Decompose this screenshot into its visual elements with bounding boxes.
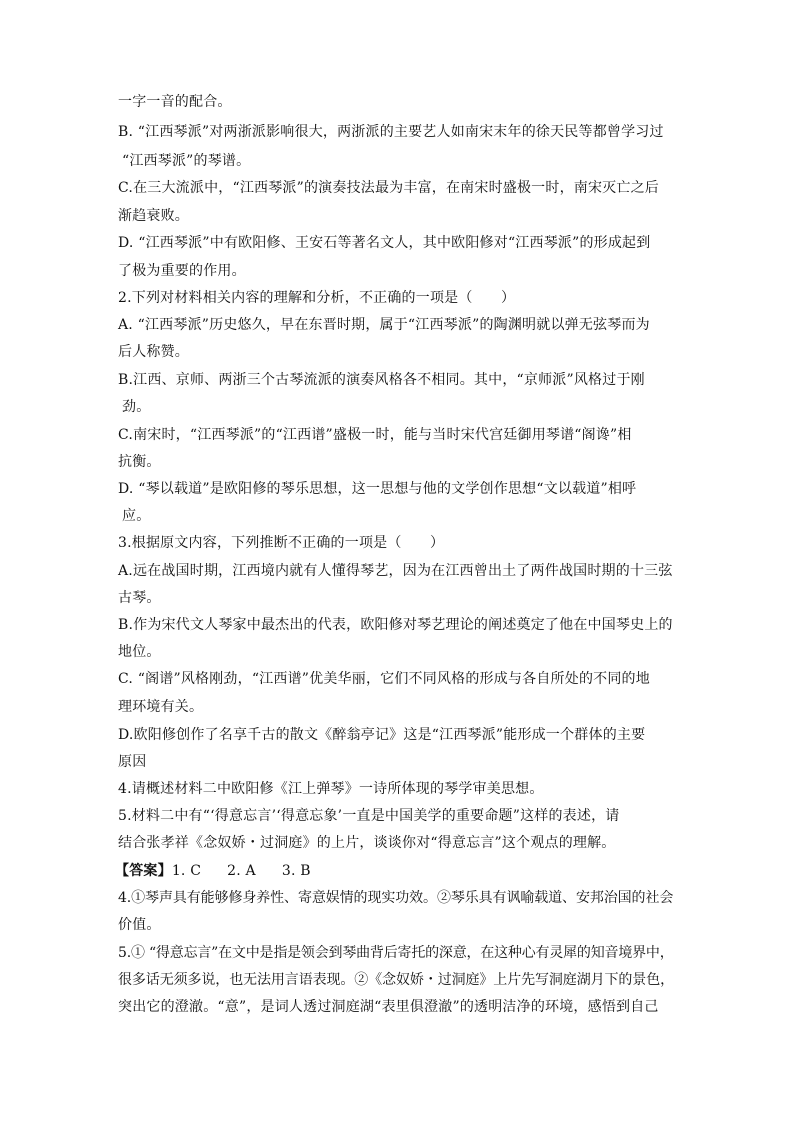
option-b-q2: B.江西、京师、两浙三个古琴流派的演奏风格各不相同。其中，“京师派”风格过于刚 bbox=[118, 372, 645, 388]
text-line: 了极为重要的作用。 bbox=[118, 263, 246, 279]
option-b-q3: B.作为宋代文人琴家中最杰出的代表，欧阳修对琴艺理论的阐述奠定了他在中国琴史上的 bbox=[118, 617, 673, 633]
text-line: 后人称赞。 bbox=[118, 344, 189, 360]
answer-label: 【答案】 bbox=[115, 863, 172, 879]
answer-5: 5.① “得意忘言”在文中是指是领会到琴曲背后寄托的深意，在这种心有灵犀的知音境界中， bbox=[118, 945, 674, 961]
answer-key bbox=[115, 861, 311, 881]
option-d-q3: D.欧阳修创作了名享千古的散文《醉翁亭记》这是“江西琴派”能形成一个群体的主要 bbox=[118, 727, 646, 743]
text-line: 理环境有关。 bbox=[118, 699, 204, 715]
question-3: 3.根据原文内容，下列推断不正确的一项是（ ） bbox=[118, 535, 445, 551]
text-line: 应。 bbox=[122, 508, 151, 524]
answer-q3: 3. B bbox=[281, 863, 311, 879]
answer-q2: 2. A bbox=[227, 863, 256, 879]
text-line: 结合张孝祥《念奴娇・过洞庭》的上片，谈谈你对“得意忘言”这个观点的理解。 bbox=[118, 835, 616, 851]
text-line: 原因 bbox=[118, 754, 147, 770]
answer-q1: 1. C bbox=[171, 863, 202, 879]
text-line: 一字一音的配合。 bbox=[118, 94, 232, 110]
option-a-q3: A.远在战国时期，江西境内就有人懂得琴艺，因为在江西曾出土了两件战国时期的十三弦 bbox=[118, 563, 673, 579]
text-line: 地位。 bbox=[118, 644, 161, 660]
option-c-q3: C. “阁谱”风格刚劲，“江西谱”优美华丽，它们不同风格的形成与各自所处的不同的地 bbox=[118, 671, 650, 687]
option-a-q2: A. “江西琴派”历史悠久，早在东晋时期，属于“江西琴派”的陶渊明就以弹无弦琴而为 bbox=[118, 317, 650, 333]
text-line: 价值。 bbox=[118, 917, 161, 933]
option-b-q1: B. “江西琴派”对两浙派影响很大，两浙派的主要艺人如南宋末年的徐天民等都曾学习过 bbox=[118, 124, 664, 140]
question-4: 4.请概述材料二中欧阳修《江上弹琴》一诗所体现的琴学审美思想。 bbox=[118, 781, 544, 797]
question-2: 2.下列对材料相关内容的理解和分析，不正确的一项是（ ） bbox=[118, 290, 516, 306]
text-line: 渐趋衰败。 bbox=[118, 208, 189, 224]
text-line: 古琴。 bbox=[118, 590, 161, 606]
text-line: “江西琴派”的琴谱。 bbox=[122, 153, 251, 169]
option-d-q2: D. “琴以载道”是欧阳修的琴乐思想，这一思想与他的文学创作思想“文以载道”相呼 bbox=[118, 481, 637, 497]
option-c-q1: C.在三大流派中，“江西琴派”的演奏技法最为丰富，在南宋时盛极一时，南宋灭亡之后 bbox=[118, 180, 659, 196]
text-line: 抗衡。 bbox=[118, 454, 161, 470]
option-c-q2: C.南宋时，“江西琴派”的“江西谱”盛极一时，能与当时宋代宫廷御用琴谱“阁谗”相 bbox=[118, 427, 632, 443]
text-line: 劲。 bbox=[122, 399, 151, 415]
text-line: 很多话无须多说，也无法用言语表现。②《念奴娇・过洞庭》上片先写洞庭湖月下的景色， bbox=[118, 972, 674, 988]
option-d-q1: D. “江西琴派”中有欧阳修、王安石等著名文人，其中欧阳修对“江西琴派”的形成起到 bbox=[118, 235, 651, 251]
text-line: 突出它的澄澈。“意”，是词人透过洞庭湖“表里俱澄澈”的透明洁净的环境，感悟到自己 bbox=[118, 999, 659, 1015]
answer-4: 4.①琴声具有能够修身养性、寄意娱情的现实功效。②琴乐具有讽喻载道、安邦治国的社会 bbox=[118, 890, 674, 906]
question-5: 5.材料二中有“‘得意忘言’‘得意忘象’一直是中国美学的重要命题”这样的表述，请 bbox=[118, 808, 620, 824]
